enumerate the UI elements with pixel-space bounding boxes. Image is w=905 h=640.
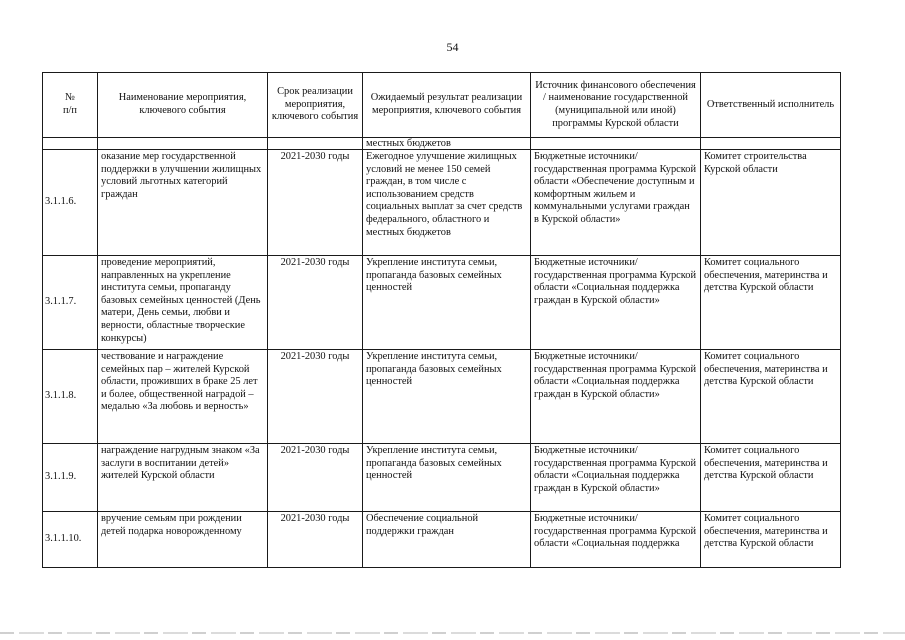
measure-source: Бюджетные источники/государственная программа Курской области «Обеспечение доступным и комфортным жильем и коммунальными услугами граждан в Курской области» xyxy=(531,150,701,256)
header-period: Срок реализации мероприятия, ключевого события xyxy=(268,73,363,138)
table-row xyxy=(43,350,841,444)
measure-name: оказание мер государственной поддержки в улучшении жилищных условий льготных категорий граждан xyxy=(98,150,268,256)
measure-period: 2021-2030 годы xyxy=(268,256,363,350)
carryover-executor xyxy=(701,138,841,150)
header-executor: Ответственный исполнитель xyxy=(701,73,841,138)
scan-artifact-line xyxy=(0,632,905,634)
measure-executor: Комитет социального обеспечения, материнства и детства Курской области xyxy=(701,256,841,350)
page-number: 54 xyxy=(446,40,459,54)
header-num: № п/п xyxy=(43,73,98,138)
measure-period: 2021-2030 годы xyxy=(268,512,363,568)
measure-period: 2021-2030 годы xyxy=(268,444,363,512)
measure-result: Укрепление института семьи, пропаганда базовых семейных ценностей xyxy=(363,350,531,444)
measure-executor: Комитет строительства Курской области xyxy=(701,150,841,256)
measure-executor: Комитет социального обеспечения, материнства и детства Курской области xyxy=(701,350,841,444)
header-result: Ожидаемый результат реализации мероприятия, ключевого события xyxy=(363,73,531,138)
header-source: Источник финансового обеспечения / наименование государственной (муниципальной или иной) программы Курской области xyxy=(531,73,701,138)
table-row xyxy=(43,256,841,350)
measure-name: награждение нагрудным знаком «За заслуги в воспитании детей» жителей Курской области xyxy=(98,444,268,512)
measure-result: Укрепление института семьи, пропаганда базовых семейных ценностей xyxy=(363,256,531,350)
measure-source: Бюджетные источники/государственная программа Курской области «Социальная поддержка граждан в Курской области» xyxy=(531,444,701,512)
measure-result: Обеспечение социальной поддержки граждан xyxy=(363,512,531,568)
measure-result: Ежегодное улучшение жилищных условий не менее 150 семей граждан, в том числе с использованием средств социальных выплат за счет средств федерального, областного и местных бюджетов xyxy=(363,150,531,256)
carryover-row xyxy=(43,138,841,150)
carryover-result: местных бюджетов xyxy=(363,138,531,150)
measure-name: чествование и награждение семейных пар – жителей Курской области, проживших в браке 25 лет и более, общественной наградой – медалью «За любовь и верность» xyxy=(98,350,268,444)
carryover-period xyxy=(268,138,363,150)
measure-period: 2021-2030 годы xyxy=(268,350,363,444)
row-number: 3.1.1.9. xyxy=(43,444,98,512)
measure-name: вручение семьям при рождении детей подарка новорожденному xyxy=(98,512,268,568)
row-number: 3.1.1.6. xyxy=(43,150,98,256)
measure-executor: Комитет социального обеспечения, материнства и детства Курской области xyxy=(701,512,841,568)
carryover-num xyxy=(43,138,98,150)
measure-source: Бюджетные источники/государственная программа Курской области «Социальная поддержка xyxy=(531,512,701,568)
carryover-name xyxy=(98,138,268,150)
measure-name: проведение мероприятий, направленных на укрепление института семьи, пропаганду базовых семейных ценностей (День матери, День семьи, любви и верности, областные творческие конкурсы) xyxy=(98,256,268,350)
row-number: 3.1.1.8. xyxy=(43,350,98,444)
table-header-row xyxy=(43,73,841,138)
measure-executor: Комитет социального обеспечения, материнства и детства Курской области xyxy=(701,444,841,512)
table-row xyxy=(43,150,841,256)
row-number: 3.1.1.7. xyxy=(43,256,98,350)
table-row xyxy=(43,512,841,568)
measures-table xyxy=(42,72,841,568)
measure-source: Бюджетные источники/государственная программа Курской области «Социальная поддержка граждан в Курской области» xyxy=(531,256,701,350)
carryover-source xyxy=(531,138,701,150)
table-row xyxy=(43,444,841,512)
header-name: Наименование мероприятия, ключевого события xyxy=(98,73,268,138)
measure-source: Бюджетные источники/государственная программа Курской области «Социальная поддержка граждан в Курской области» xyxy=(531,350,701,444)
measure-period: 2021-2030 годы xyxy=(268,150,363,256)
row-number: 3.1.1.10. xyxy=(43,512,98,568)
measure-result: Укрепление института семьи, пропаганда базовых семейных ценностей xyxy=(363,444,531,512)
